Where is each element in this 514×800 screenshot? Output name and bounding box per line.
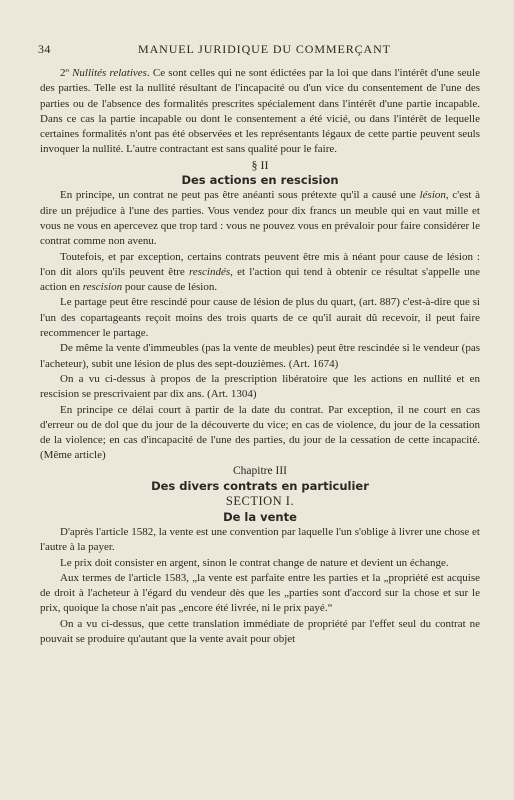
paragraph-article-1582: D'après l'article 1582, la vente est une convention par laquelle l'un s'oblige à livrer une chose et l'autre à la payer. xyxy=(40,525,480,554)
paragraph-toutefois xyxy=(40,250,480,296)
chapter-label: Chapitre III xyxy=(233,464,287,477)
paragraph-article-1583: Aux termes de l'article 1583, „la vente est parfaite entre les parties et la „propriété est acquise de droit à l'acheteur à l'égard du vendeur dès que les „parties sont d'accord sur la chose et sur le prix, quoique la chose n'ait pas „encore été livrée, ni le prix payé.“ xyxy=(40,571,480,615)
paragraph-text: , et l'action qui tend à obtenir ce résultat s'appelle une action en xyxy=(40,265,480,294)
section-heading: Des actions en rescision xyxy=(181,173,339,188)
paragraph-text: Toutefois, et par exception, certains contrats peuvent être mis à néant pour cause de lésion : l'on dit alors qu'ils peuvent être xyxy=(40,250,480,278)
section-mark: § II xyxy=(251,157,269,172)
paragraph-prescription: On a vu ci-dessus à propos de la prescription libératoire que les actions en nullité et en rescision se prescrivaient par dix ans. (Art. 1304) xyxy=(40,372,480,401)
paragraph-nullites-relatives xyxy=(40,66,480,158)
italic-term: Nullités relatives xyxy=(72,67,147,79)
section-title: SECTION I. xyxy=(225,494,295,509)
italic-term: rescision xyxy=(82,281,123,294)
chapter-heading: Des divers contrats en particulier xyxy=(151,479,369,494)
paragraph-text: pour cause de lésion. xyxy=(122,281,218,294)
page-body xyxy=(40,66,480,647)
paragraph-vente-immeubles: De même la vente d'immeubles (pas la vente de meubles) peut être rescindée si le vendeur (pas l'acheteur), subit une lésion de plus des sept-douzièmes. (Art. 1674) xyxy=(40,342,480,370)
italic-term: lésion xyxy=(419,189,446,202)
paragraph-text: , c'est à dire un préjudice à l'une des parties. Vous vendez pour dix francs un meuble qui en vaut mille et vous ne vous en apercevez que trop tard : vous ne pouvez vous en prévaloir pour faire considérer le contrat comme non avenu. xyxy=(40,189,480,248)
paragraph-text: En principe, un contrat ne peut pas être anéanti sous prétexte qu'il a causé une xyxy=(60,189,420,202)
paragraph-text: . Ce sont celles qui ne sont édictées par la loi que dans l'intérêt d'une seule des parties. Telle est la nullité résultant de l'incapacité ou d'un vice du consentement de l'une des parties ou de l'absence des formalités prescrites spécialement dans l'intérêt d'une partie incapable. Dans ce cas la partie incapable ou dont le consentement a été vicié, ou dans l'intérêt de lequelle certaines formalités n'ont pas été observées et les représentants légaux de cette partie peuvent seuls invoquer la nullité. L'autre contractant est sans qualité pour le faire. xyxy=(40,67,480,156)
section-heading-vente: De la vente xyxy=(223,509,297,524)
paragraph-lead: 2º xyxy=(60,67,73,79)
paragraph-translation: On a vu ci-dessus, que cette translation immédiate de propriété par l'effet seul du contrat ne pouvait se produire qu'autant que la vente avait pour objet xyxy=(40,617,480,645)
running-title: MANUEL JURIDIQUE DU COMMERÇANT xyxy=(138,42,391,56)
paragraph-delai: En principe ce délai court à partir de la date du contrat. Par exception, il ne court en cas d'erreur ou de dol que du jour de la découverte du vice; en cas de violence, du jour de la cessation de la violence; en cas d'incapacité de l'une des parties, du jour de la cessation de cette incapacité. (Même article) xyxy=(40,403,480,462)
page-number: 34 xyxy=(38,42,51,56)
italic-term: rescindés xyxy=(189,265,231,278)
paragraph-partage: Le partage peut être rescindé pour cause de lésion de plus du quart, (art. 887) c'est-à-dire que si l'un des copartageants reçoit moins des trois quarts de ce qu'il aurait dû recevoir, il peut faire recommencer le partage. xyxy=(40,296,480,340)
page-header xyxy=(38,42,474,58)
paragraph-principe xyxy=(40,188,480,249)
paragraph-prix: Le prix doit consister en argent, sinon le contrat change de nature et devient un échange. xyxy=(60,556,449,569)
